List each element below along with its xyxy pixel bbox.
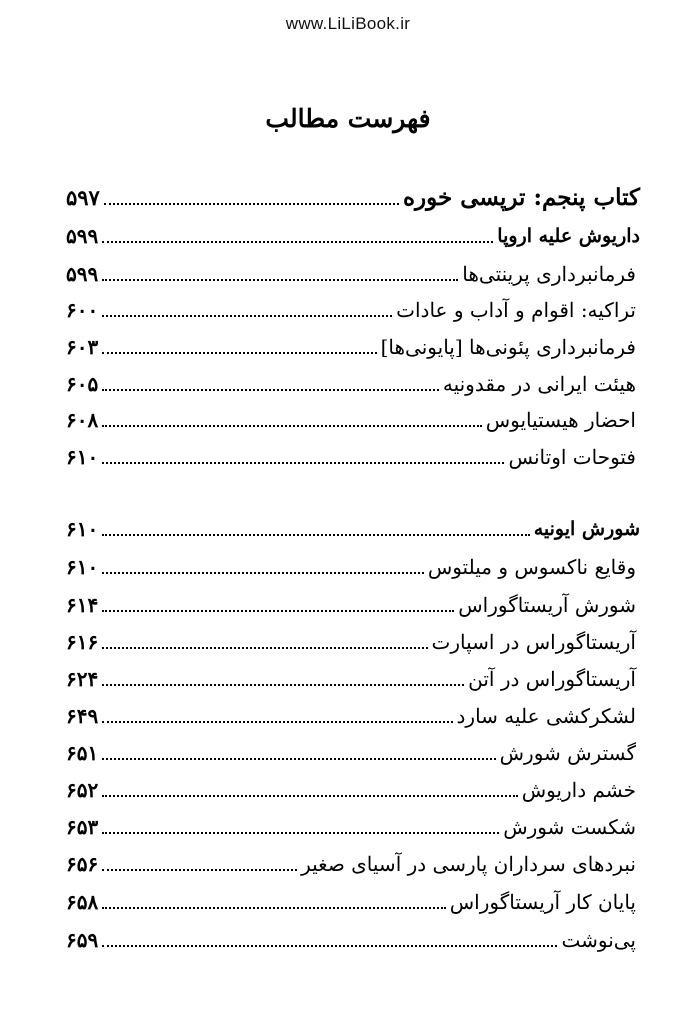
toc-entry — [66, 731, 640, 765]
toc-dot-leader — [102, 758, 495, 760]
toc-entry — [66, 398, 640, 432]
toc-page-number: ۶۵۳ — [66, 815, 99, 839]
toc-page-number: ۶۰۳ — [66, 335, 99, 359]
watermark-url: www.LiLiBook.ir — [285, 14, 411, 33]
toc-entry — [66, 288, 640, 322]
toc-page-number: ۶۰۰ — [66, 298, 99, 322]
toc-page-number: ۶۱۰ — [66, 555, 99, 579]
toc-entry — [66, 325, 640, 359]
toc-entry — [66, 768, 640, 802]
toc-entry-label: وقایع ناکسوس و میلتوس — [427, 555, 636, 579]
toc-dot-leader — [102, 721, 452, 723]
toc-entry-label: شورش ایونیه — [533, 518, 640, 540]
toc-entry — [66, 694, 640, 728]
toc-page-number: ۶۴۹ — [66, 704, 99, 728]
toc-page-number: ۶۵۹ — [66, 928, 99, 952]
toc-entry-label: فتوحات اوتانس — [508, 445, 636, 469]
toc-dot-leader — [102, 907, 446, 909]
toc-dot-leader — [102, 425, 481, 427]
toc-dot-leader — [104, 203, 399, 205]
toc-entry-chapter — [66, 507, 640, 541]
toc-entry-label: گسترش شورش — [499, 741, 636, 765]
toc-dot-leader — [102, 869, 297, 871]
toc-entry — [66, 583, 640, 617]
toc-page-number: ۶۱۰ — [66, 445, 99, 469]
toc-entry-label: داریوش علیه اروپا — [497, 225, 640, 247]
toc-entry-label: کتاب پنجم: ترپسی خوره — [403, 184, 640, 211]
toc-dot-leader — [102, 572, 424, 574]
toc-entry-label: آریستاگوراس در اسپارت — [431, 630, 636, 654]
toc-dot-leader — [102, 389, 439, 391]
toc-dot-leader — [102, 534, 529, 536]
toc-entry — [66, 657, 640, 691]
toc-entry-label: خشم داریوش — [521, 778, 636, 802]
toc-entry-book — [66, 176, 640, 210]
toc-entry — [66, 880, 640, 914]
toc-dot-leader — [102, 315, 392, 317]
toc-entry — [66, 918, 640, 952]
toc-entry-chapter — [66, 214, 640, 248]
toc-entry-label: آریستاگوراس در آتن — [468, 667, 636, 691]
toc-page-number: ۶۵۸ — [66, 890, 99, 914]
toc-entry-label: تراکیه: اقوام و آداب و عادات — [396, 298, 636, 322]
toc-entry — [66, 805, 640, 839]
toc-entry-label: شورش آریستاگوراس — [458, 593, 636, 617]
toc-page-number: ۵۹۹ — [66, 224, 99, 248]
toc-entry — [66, 252, 640, 286]
toc-dot-leader — [102, 795, 517, 797]
toc-dot-leader — [102, 832, 499, 834]
toc-entry — [66, 435, 640, 469]
toc-dot-leader — [102, 610, 454, 612]
toc-page-number: ۶۰۸ — [66, 408, 99, 432]
toc-page-number: ۶۱۴ — [66, 593, 99, 617]
toc-entry-label: شکست شورش — [503, 815, 636, 839]
toc-entry — [66, 842, 640, 876]
toc-dot-leader — [102, 241, 493, 243]
toc-page-number: ۶۵۶ — [66, 852, 99, 876]
toc-entry-label: لشکرکشی علیه سارد — [456, 704, 636, 728]
toc-page-number: ۶۱۰ — [66, 517, 99, 541]
toc-entry-label: احضار هیستیایوس — [485, 408, 636, 432]
toc-entry — [66, 362, 640, 396]
toc-entry-label: نبردهای سرداران پارسی در آسیای صغیر — [301, 852, 636, 876]
toc-entry — [66, 545, 640, 579]
toc-entry — [66, 620, 640, 654]
toc-dot-leader — [102, 945, 557, 947]
toc-dot-leader — [102, 279, 458, 281]
toc-page-number: ۶۱۶ — [66, 630, 99, 654]
toc-page-number: ۶۲۴ — [66, 667, 99, 691]
toc-entry-label: فرمانبرداری پئونی‌ها [پایونی‌ها] — [380, 335, 636, 359]
toc-dot-leader — [102, 352, 376, 354]
toc-page-number: ۵۹۷ — [66, 185, 100, 210]
toc-dot-leader — [102, 647, 427, 649]
toc-page-number: ۶۵۱ — [66, 741, 99, 765]
toc-entry-label: هیئت ایرانی در مقدونیه — [442, 372, 636, 396]
page-title: فهرست مطالب — [265, 104, 431, 133]
toc-page-number: ۵۹۹ — [66, 262, 99, 286]
toc-dot-leader — [102, 684, 464, 686]
toc-entry-label: پایان کار آریستاگوراس — [449, 890, 636, 914]
toc-page-number: ۶۵۲ — [66, 778, 99, 802]
toc-entry-label: پی‌نوشت — [561, 928, 636, 952]
toc-dot-leader — [102, 462, 504, 464]
toc-entry-label: فرمانبرداری پرینتی‌ها — [462, 262, 636, 286]
toc-page-number: ۶۰۵ — [66, 372, 99, 396]
